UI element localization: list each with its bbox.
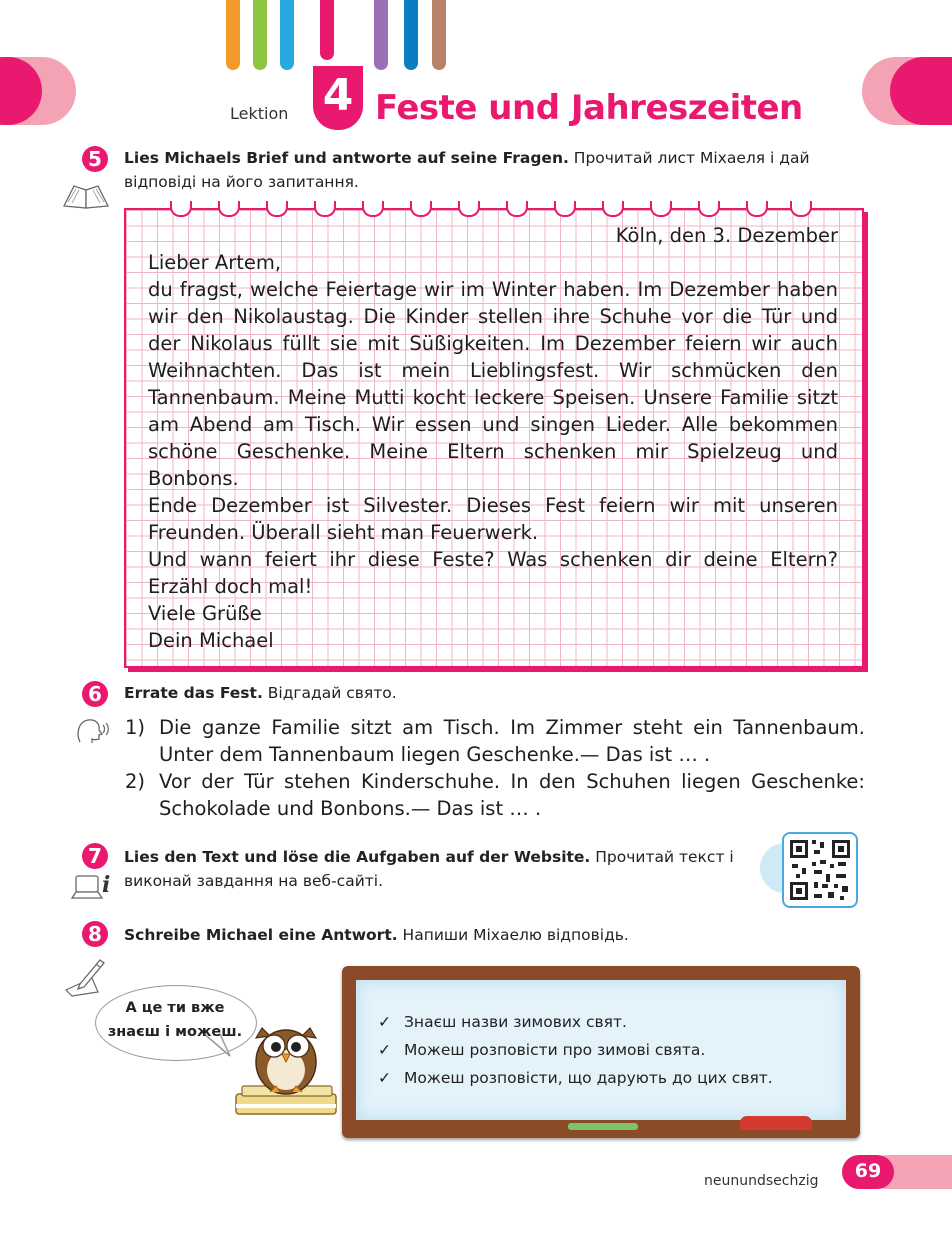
task-number-5: 5 [82,146,108,172]
letter-text [148,222,838,654]
list-item [378,1036,773,1064]
qr-code-icon[interactable] [782,832,858,908]
svg-text:i: i [102,872,111,898]
task7-instruction-de: Lies den Text und löse die Aufgaben auf der Website. [124,848,591,866]
list-item-number: 2) [125,770,146,793]
task-number-8: 8 [82,921,108,947]
header-stripe [374,0,388,70]
task5-instruction-uk: Прочитай лист Міхаеля і дай відповіді на його запитання. [124,149,810,191]
header-stripe [253,0,267,70]
list-item-text: Vor der Tür stehen Kinderschuhe. In den Schuhen liegen Geschenke: Schokolade und Bonbons.— Das ist … . [159,770,865,820]
task8-instruction-de: Schreibe Michael eine Antwort. [124,926,398,944]
eraser-icon [740,1116,812,1130]
list-item-text: Die ganze Familie sitzt am Tisch. Im Zimmer steht ein Tannenbaum. Unter dem Tannenbaum liegen Geschenke.— Das ist … . [159,716,865,766]
letter-paragraph-2: Ende Dezember ist Silvester. Dieses Fest feiern wir mit unseren Freunden. Überall sieht man Feuerwerk. [148,494,838,544]
page-title: Feste und Jahreszeiten [375,88,803,128]
letter-rings [170,201,810,217]
check-item-text: Можеш розповісти про зимові свята. [404,1041,706,1059]
page-number: 69 [842,1155,894,1189]
task7-instruction-uk: Прочитай текст і виконай завдання на веб-сайті. [124,848,734,890]
letter-paragraph-1: du fragst, welche Feiertage wir im Winter haben. Im Dezember haben wir den Nikolaustag. Die Kinder stellen ihre Schuhe vor die Tür und der Nikolaus füllt sie mit Süßigkeiten. Im Dezember feiern wir auch Weihnachten. Das ist mein Lieblingsfest. Wir schmücken den Tannenbaum. Meine Mutti kocht leckere Speisen. Unsere Familie sitzt am Abend am Tisch. Wir essen und singen Lieder. Alle bekommen schöne Geschenke. Meine Eltern schenken mir Spielzeug und Bonbons. [148,278,838,490]
check-mark-icon: ✓ [378,1069,391,1087]
check-item-text: Знаєш назви зимових свят. [404,1013,627,1031]
header-stripe [320,0,334,60]
pen-writing-icon [62,954,108,998]
letter-closing: Viele Grüße [148,602,262,625]
list-item [378,1064,773,1092]
check-mark-icon: ✓ [378,1041,391,1059]
lektion-label: Lektion [230,104,289,123]
bubble-line-2: знаєш і можеш. [107,1024,243,1040]
list-item [125,714,865,768]
bubble-text [100,996,250,1044]
task5-instruction [124,146,864,194]
header-stripe [280,0,294,70]
summary-checklist [378,1008,773,1092]
qr-code-pattern [784,834,856,906]
page-number-word: neunundsechzig [704,1173,819,1189]
lektion-number: 4 [313,66,363,130]
chalk-icon [568,1123,638,1130]
right-edge-tab-inner [890,57,952,125]
laptop-info-icon [70,868,114,908]
task6-instruction-de: Errate das Fest. [124,684,263,702]
task-number-6: 6 [82,681,108,707]
task5-instruction-de: Lies Michaels Brief und antworte auf seine Fragen. [124,149,569,167]
task6-instruction-uk: Відгадай свято. [262,684,397,702]
book-icon [60,180,112,210]
letter-paragraph-3: Und wann feiert ihr diese Feste? Was schenken dir deine Eltern? Erzähl doch mal! [148,548,838,598]
task6-instruction [124,681,864,705]
list-item [378,1008,773,1036]
letter-date: Köln, den 3. Dezember [615,224,838,247]
bubble-line-1: А це ти вже [125,1000,225,1016]
check-item-text: Можеш розповісти, що дарують до цих свят. [404,1069,773,1087]
speaking-head-icon [74,716,110,746]
task8-instruction [124,923,864,947]
task7-instruction [124,845,734,893]
owl-on-books-icon [232,1016,344,1120]
task6-list [125,714,865,822]
header-stripe [404,0,418,70]
task8-instruction-uk: Напиши Міхаелю відповідь. [397,926,629,944]
list-item-number: 1) [125,716,146,739]
list-item [125,768,865,822]
header-stripe [432,0,446,70]
check-mark-icon: ✓ [378,1013,391,1031]
task-number-7: 7 [82,843,108,869]
letter-signature: Dein Michael [148,629,274,652]
letter-greeting: Lieber Artem, [148,251,282,274]
header-stripe [226,0,240,70]
